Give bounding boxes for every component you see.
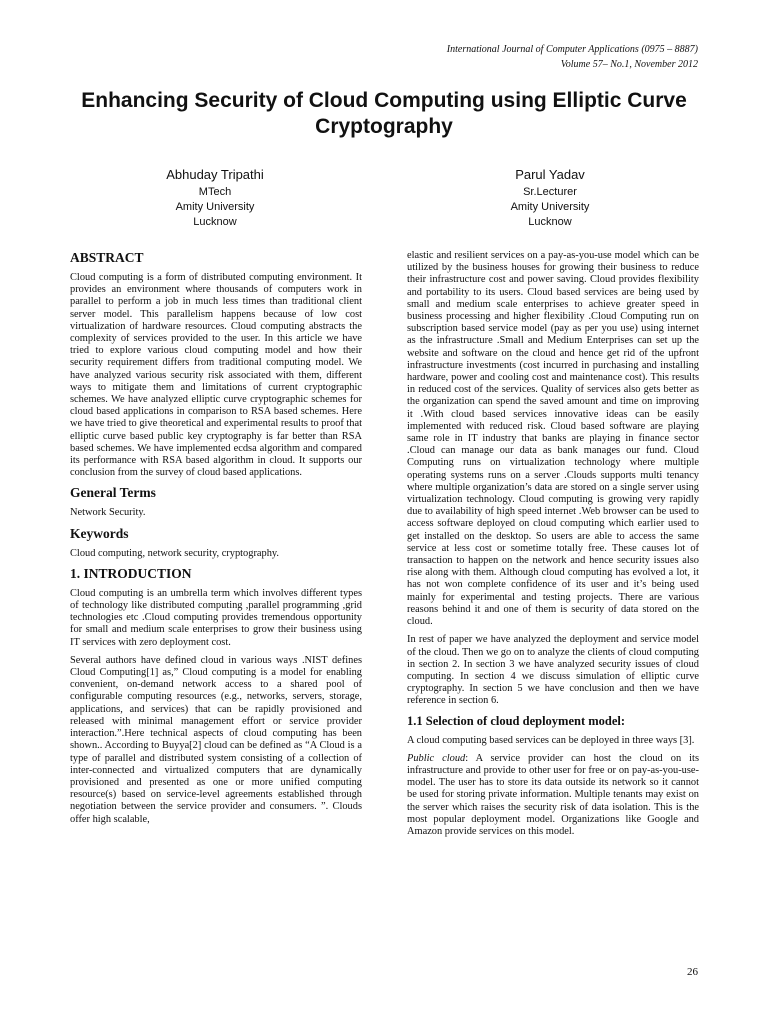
author-city: Lucknow	[193, 216, 237, 228]
page-number: 26	[687, 966, 698, 978]
author-city: Lucknow	[528, 216, 572, 228]
journal-volume: Volume 57– No.1, November 2012	[560, 59, 698, 70]
author-block-1	[95, 166, 335, 230]
author-name: Abhuday Tripathi	[166, 167, 264, 182]
section-1-1-heading: 1.1 Selection of cloud deployment model:	[407, 713, 626, 728]
journal-name: International Journal of Computer Applications (0975 – 8887)	[446, 44, 698, 55]
introduction-heading: 1. INTRODUCTION	[70, 565, 192, 581]
public-cloud-label: Public cloud	[407, 752, 466, 764]
public-cloud-paragraph	[407, 753, 699, 838]
author-role: MTech	[198, 186, 232, 198]
left-column	[70, 250, 362, 832]
keywords-heading: Keywords	[70, 525, 129, 541]
paper-title: Enhancing Security of Cloud Computing using Elliptic Curve Cryptography	[81, 89, 687, 138]
author-name: Parul Yadav	[515, 167, 585, 182]
introduction-paragraph: elastic and resilient services on a pay-as-you-use model which can be utilized by the business houses for growing their business to reduce their infrastructure cost and power saving. Cloud provides flexibility and portability to its users. Cloud based services are being used by small and medium scale enterprises to achieve greater speed in business processing and higher flexibility .Cloud Computing run on subscription based service model (pay as per you use) using internet as the infrastructure .Small and Medium Enterprises can set up the website and software on the cloud and hence get rid of the upfront infrastructure investments (cost incurred in purchasing and installing hardware, power and cooling cost and maintenance cost). This results in reduced cost of the services. Quality of services also gets better as the organization can spend the saved amount and time on improving it .With cloud based services innovative ideas can be easily implemented with reduced risk. Cloud based software are playing same role in IT industry that banks are playing in finance sector .Cloud can manage our data as bank manages our fund. Cloud Computing runs on virtualization technology where multiple operating systems runs on a server .Clouds supports multi tenancy where multiple organization’s data are stored on a single server using virtualization technology. Cloud computing is growing very rapidly due to availability of high speed internet .Web browser can be used to access software deployed on cloud computing which earlier used to get installed on the desktop. So users are able to access the same service at less cost or sometime totally free. These causes lot of transaction to happen on the network and hence security issues also rise along with them. Although cloud computing has evolved a lot, it has not won complete confidence of its user and it’s being used mainly for experimental and testing projects. There are various reasons behind it and one of them is security of data stored on the cloud.	[407, 250, 699, 628]
right-column	[407, 250, 699, 844]
introduction-paragraph: In rest of paper we have analyzed the deployment and service model of the cloud. Then we go on to analyze the clients of cloud computing in section 2. In section 3 we have analyzed security issues of cloud computing. In section 4 we discuss simulation of elliptic curve cryptography. In section 5 we have conclusion and then we have reference in section 6.	[407, 634, 699, 707]
abstract-text: Cloud computing is a form of distributed computing environment. It provides an environment where thousands of computers work in parallel to perform a job in much less times than traditional client server model. This parallelism happens because of low cost virtualization of hardware resources. Cloud computing abstracts the complexity of services provided to the user. In this article we have tried to explore various cloud computing model and how their security requirement differs from traditional computing model. We have analyzed various security risk associated with them, different ways to mitigate them and limitations of current cryptographic schemes. We have analyzed elliptic curve cryptographic schemes for cloud based applications in comparison to RSA based schemes. Here we have tried to give theoretical and experimental results to proof that elliptic curve based public key cryptography is far better than RSA based schemes. We have implemented ecdsa algorithm and compared its performance with RSA based algorithm in cloud. It supports our conclusion from the survey of cloud based applications.	[70, 272, 362, 479]
author-block-2	[430, 166, 670, 230]
author-affiliation: Amity University	[175, 201, 255, 213]
abstract-heading: ABSTRACT	[70, 250, 144, 265]
journal-header	[447, 42, 698, 72]
author-affiliation: Amity University	[510, 201, 590, 213]
author-role: Sr.Lecturer	[523, 186, 577, 198]
keywords-text: Cloud computing, network security, cryptography.	[70, 547, 280, 559]
public-cloud-text: : A service provider can host the cloud on its infrastructure and provide to other user for free or on pay-as-you-use-model. The user has to store its data outside its network so it cannot be used for storing private information. Multiple tenants may exist on the server which raises the security risk of data isolation. This is the most popular deployment model. Organizations like Google and Amazon provide services on this model.	[407, 752, 699, 837]
introduction-paragraph: Several authors have defined cloud in various ways .NIST defines Cloud Computing[1] as,” Cloud computing is a model for enabling convenient, on-demand network access to a shared pool of configurable computing resources (e.g., networks, servers, storage, applications, and services) that can be rapidly provisioned and released with minimal management effort or service provider interaction.”.Here technical aspects of cloud computing has been shown.. According to Buyya[2] cloud can be defined as “A Cloud is a type of parallel and distributed system consisting of a collection of inter-connected and virtualized computers that are dynamically provisioned and presented as one or more unified computing resource(s) based on service-level agreements established through negotiation between the service provider and consumers. ”. Clouds offer high scalable,	[70, 654, 362, 825]
introduction-paragraph: Cloud computing is an umbrella term which involves different types of technology like distributed computing ,parallel programming ,grid technologies etc .Cloud computing provides tremendous opportunity for small and medium scale enterprises to grow their business using IT services with zero deployment cost.	[70, 587, 362, 648]
general-terms-heading: General Terms	[70, 485, 156, 501]
general-terms-text: Network Security.	[70, 507, 146, 519]
section-1-1-paragraph: A cloud computing based services can be deployed in three ways [3].	[407, 734, 695, 746]
